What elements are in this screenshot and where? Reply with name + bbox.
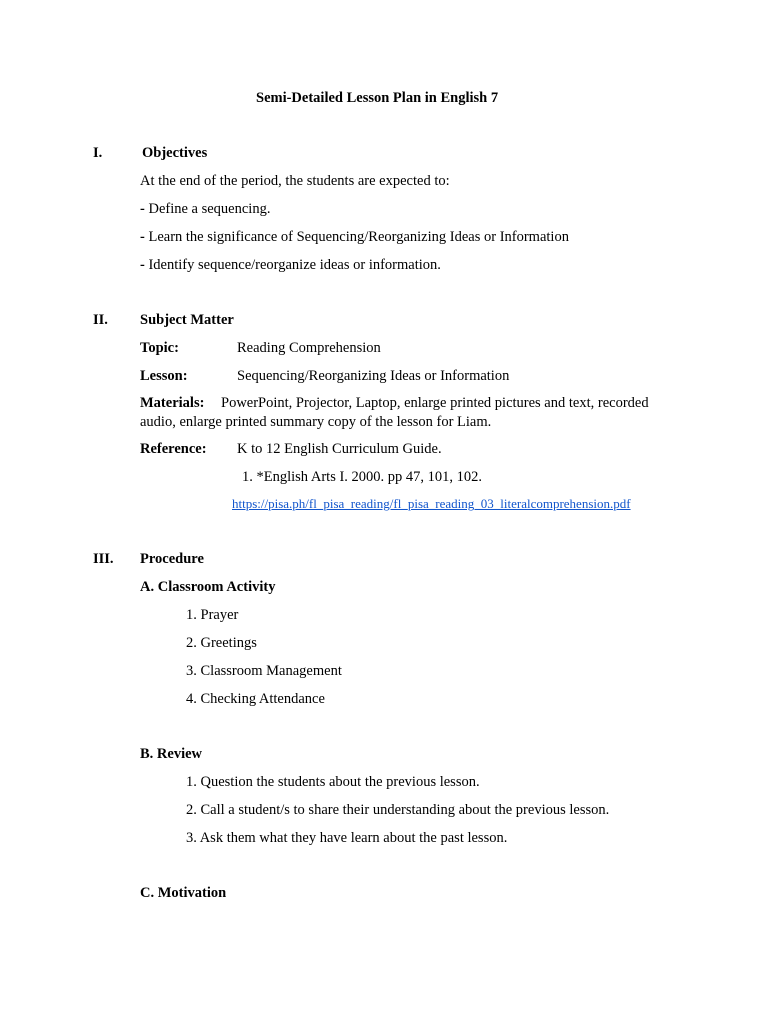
list-item: 1. Prayer <box>186 607 239 623</box>
subsection-heading-review: B. Review <box>140 746 203 762</box>
lesson-value: Sequencing/Reorganizing Ideas or Information <box>237 368 510 384</box>
reference-item: 1. *English Arts I. 2000. pp 47, 101, 102. <box>242 469 483 485</box>
bullet-mark: - <box>140 257 145 273</box>
topic-label: Topic: <box>140 340 179 356</box>
list-item: 1. Question the students about the previous lesson. <box>186 774 480 790</box>
section-heading-objectives: Objectives <box>142 145 208 161</box>
lesson-label: Lesson: <box>140 368 188 384</box>
reference-label: Reference: <box>140 441 207 457</box>
materials-value-line1: PowerPoint, Projector, Laptop, enlarge printed pictures and text, recorded <box>221 395 649 411</box>
section-heading-subject-matter: Subject Matter <box>140 312 234 328</box>
reference-value: K to 12 English Curriculum Guide. <box>237 441 442 457</box>
list-item: 3. Ask them what they have learn about the past lesson. <box>186 830 508 846</box>
materials-value-line2: audio, enlarge printed summary copy of the lesson for Liam. <box>140 414 492 430</box>
bullet-mark: - <box>140 229 145 245</box>
objective-text: Identify sequence/reorganize ideas or information. <box>148 257 441 273</box>
section-numeral-procedure: III. <box>93 551 114 567</box>
materials-label: Materials: <box>140 395 205 411</box>
section-heading-procedure: Procedure <box>140 551 204 567</box>
list-item: 2. Call a student/s to share their understanding about the previous lesson. <box>186 802 610 818</box>
objective-item <box>140 230 569 245</box>
objective-text: Learn the significance of Sequencing/Reorganizing Ideas or Information <box>148 229 569 245</box>
list-item: 3. Classroom Management <box>186 663 342 679</box>
bullet-mark: - <box>140 201 145 217</box>
topic-value: Reading Comprehension <box>237 340 381 356</box>
objective-text: Define a sequencing. <box>148 201 271 217</box>
document-title: Semi-Detailed Lesson Plan in English 7 <box>256 90 499 106</box>
reference-link[interactable]: https://pisa.ph/fl_pisa_reading/fl_pisa_reading_03_literalcomprehension.pdf <box>232 496 631 511</box>
objectives-intro: At the end of the period, the students are expected to: <box>140 173 450 189</box>
section-numeral-objectives: I. <box>93 145 103 161</box>
objective-item <box>140 258 441 273</box>
objective-item <box>140 202 270 217</box>
list-item: 4. Checking Attendance <box>186 691 325 707</box>
list-item: 2. Greetings <box>186 635 257 651</box>
subsection-heading-motivation: C. Motivation <box>140 885 227 901</box>
subsection-heading-classroom-activity: A. Classroom Activity <box>140 579 276 595</box>
section-numeral-subject-matter: II. <box>93 312 108 328</box>
